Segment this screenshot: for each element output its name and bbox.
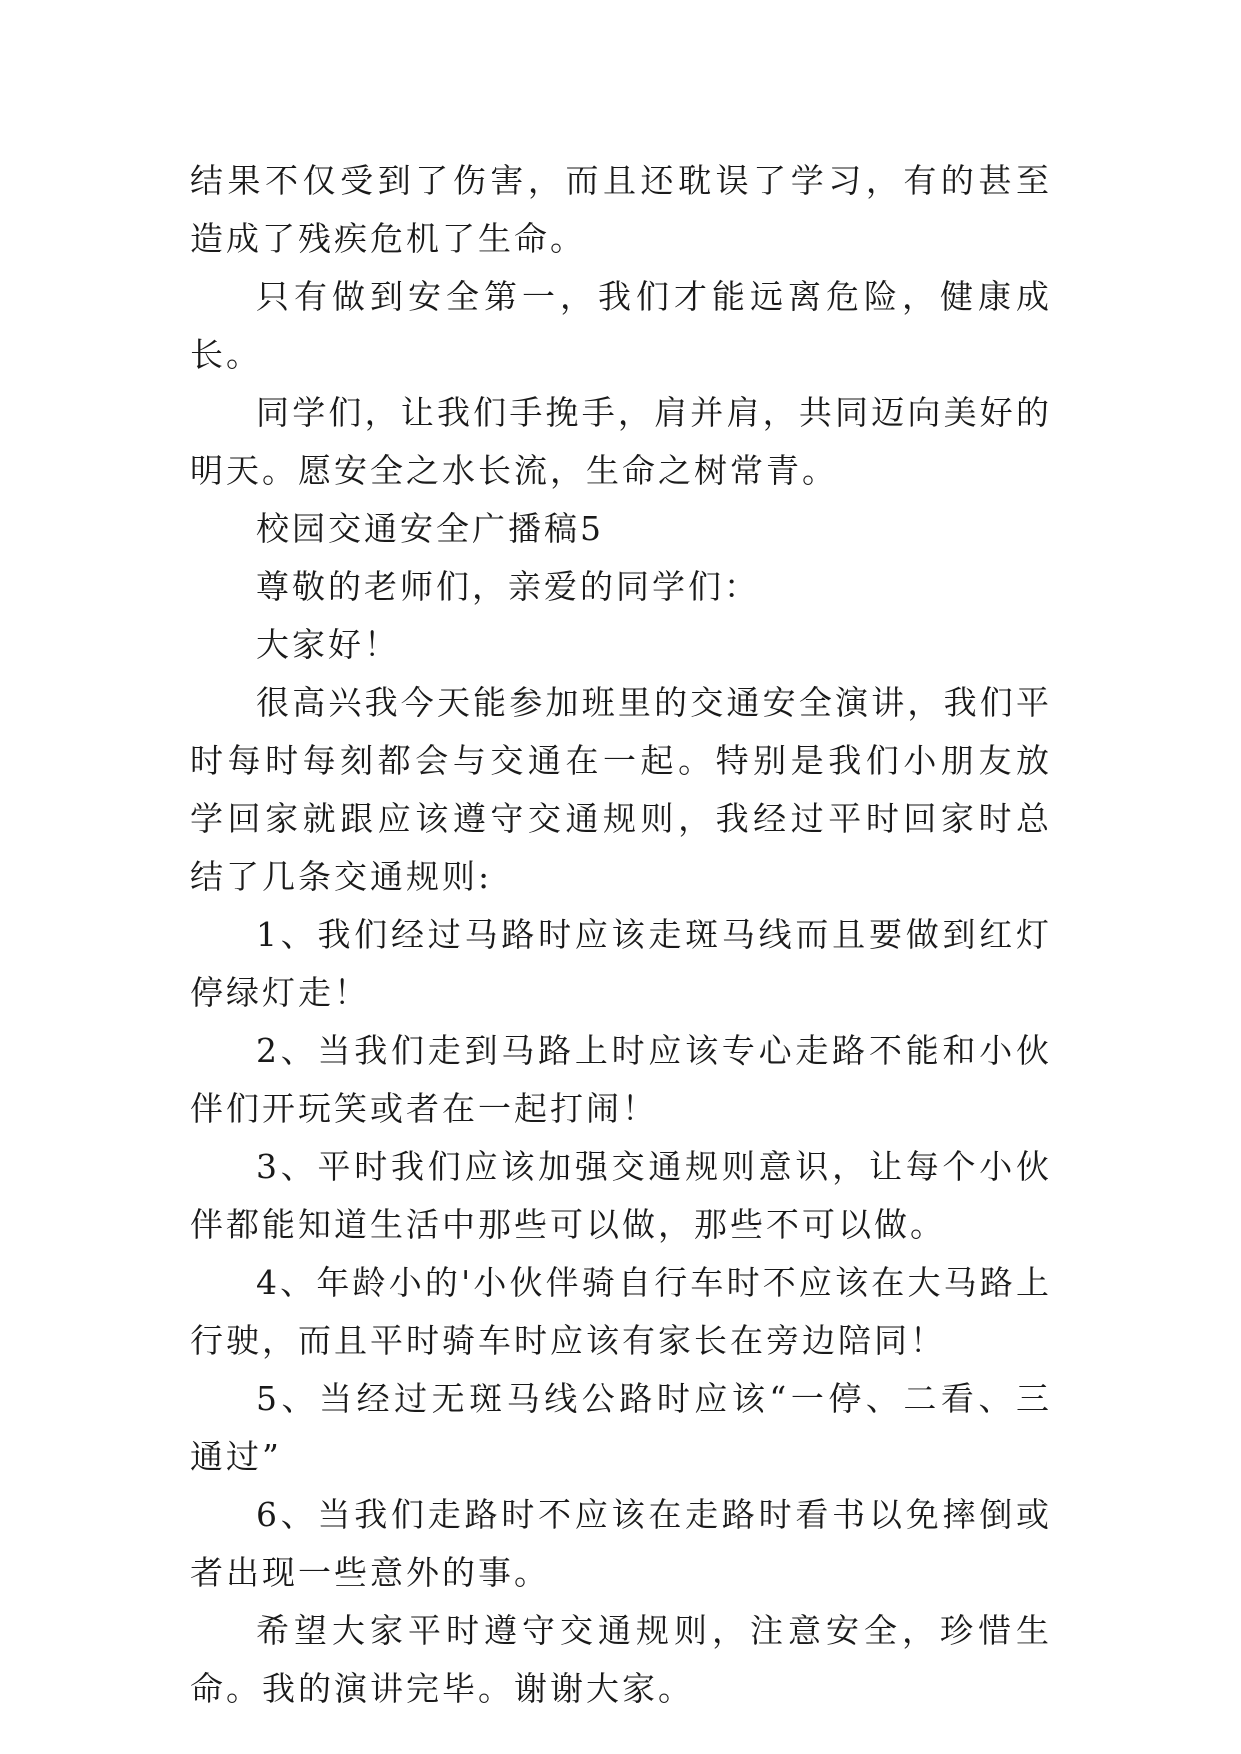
list-item: 3、平时我们应该加强交通规则意识，让每个小伙伴都能知道生活中那些可以做，那些不可以做。: [190, 1147, 1052, 1244]
list-item: 6、当我们走路时不应该在走路时看书以免摔倒或者出现一些意外的事。: [190, 1495, 1052, 1592]
list-item: 2、当我们走到马路上时应该专心走路不能和小伙伴们开玩笑或者在一起打闹！: [190, 1031, 1052, 1128]
document-body: [190, 152, 1052, 1718]
salutation: 尊敬的老师们，亲爱的同学们：: [256, 567, 760, 606]
paragraph: 同学们，让我们手挽手，肩并肩，共同迈向美好的明天。愿安全之水长流，生命之树常青。: [190, 393, 1052, 490]
paragraph: 很高兴我今天能参加班里的交通安全演讲，我们平时每时每刻都会与交通在一起。特别是我们小朋友放学回家就跟应该遵守交通规则，我经过平时回家时总结了几条交通规则:: [190, 683, 1052, 896]
list-item: 5、当经过无斑马线公路时应该“一停、二看、三通过”: [190, 1379, 1052, 1476]
list-item: 4、年龄小的'小伙伴骑自行车时不应该在大马路上行驶，而且平时骑车时应该有家长在旁边陪同！: [190, 1263, 1052, 1360]
closing-paragraph: 希望大家平时遵守交通规则，注意安全，珍惜生命。我的演讲完毕。谢谢大家。: [190, 1611, 1052, 1708]
section-title: 校园交通安全广播稿5: [256, 509, 604, 548]
paragraph: 结果不仅受到了伤害，而且还耽误了学习，有的甚至造成了残疾危机了生命。: [190, 161, 1052, 258]
list-item: 1、我们经过马路时应该走斑马线而且要做到红灯停绿灯走！: [190, 915, 1052, 1012]
greeting: 大家好！: [256, 625, 400, 664]
paragraph: 只有做到安全第一，我们才能远离危险，健康成长。: [190, 277, 1052, 374]
